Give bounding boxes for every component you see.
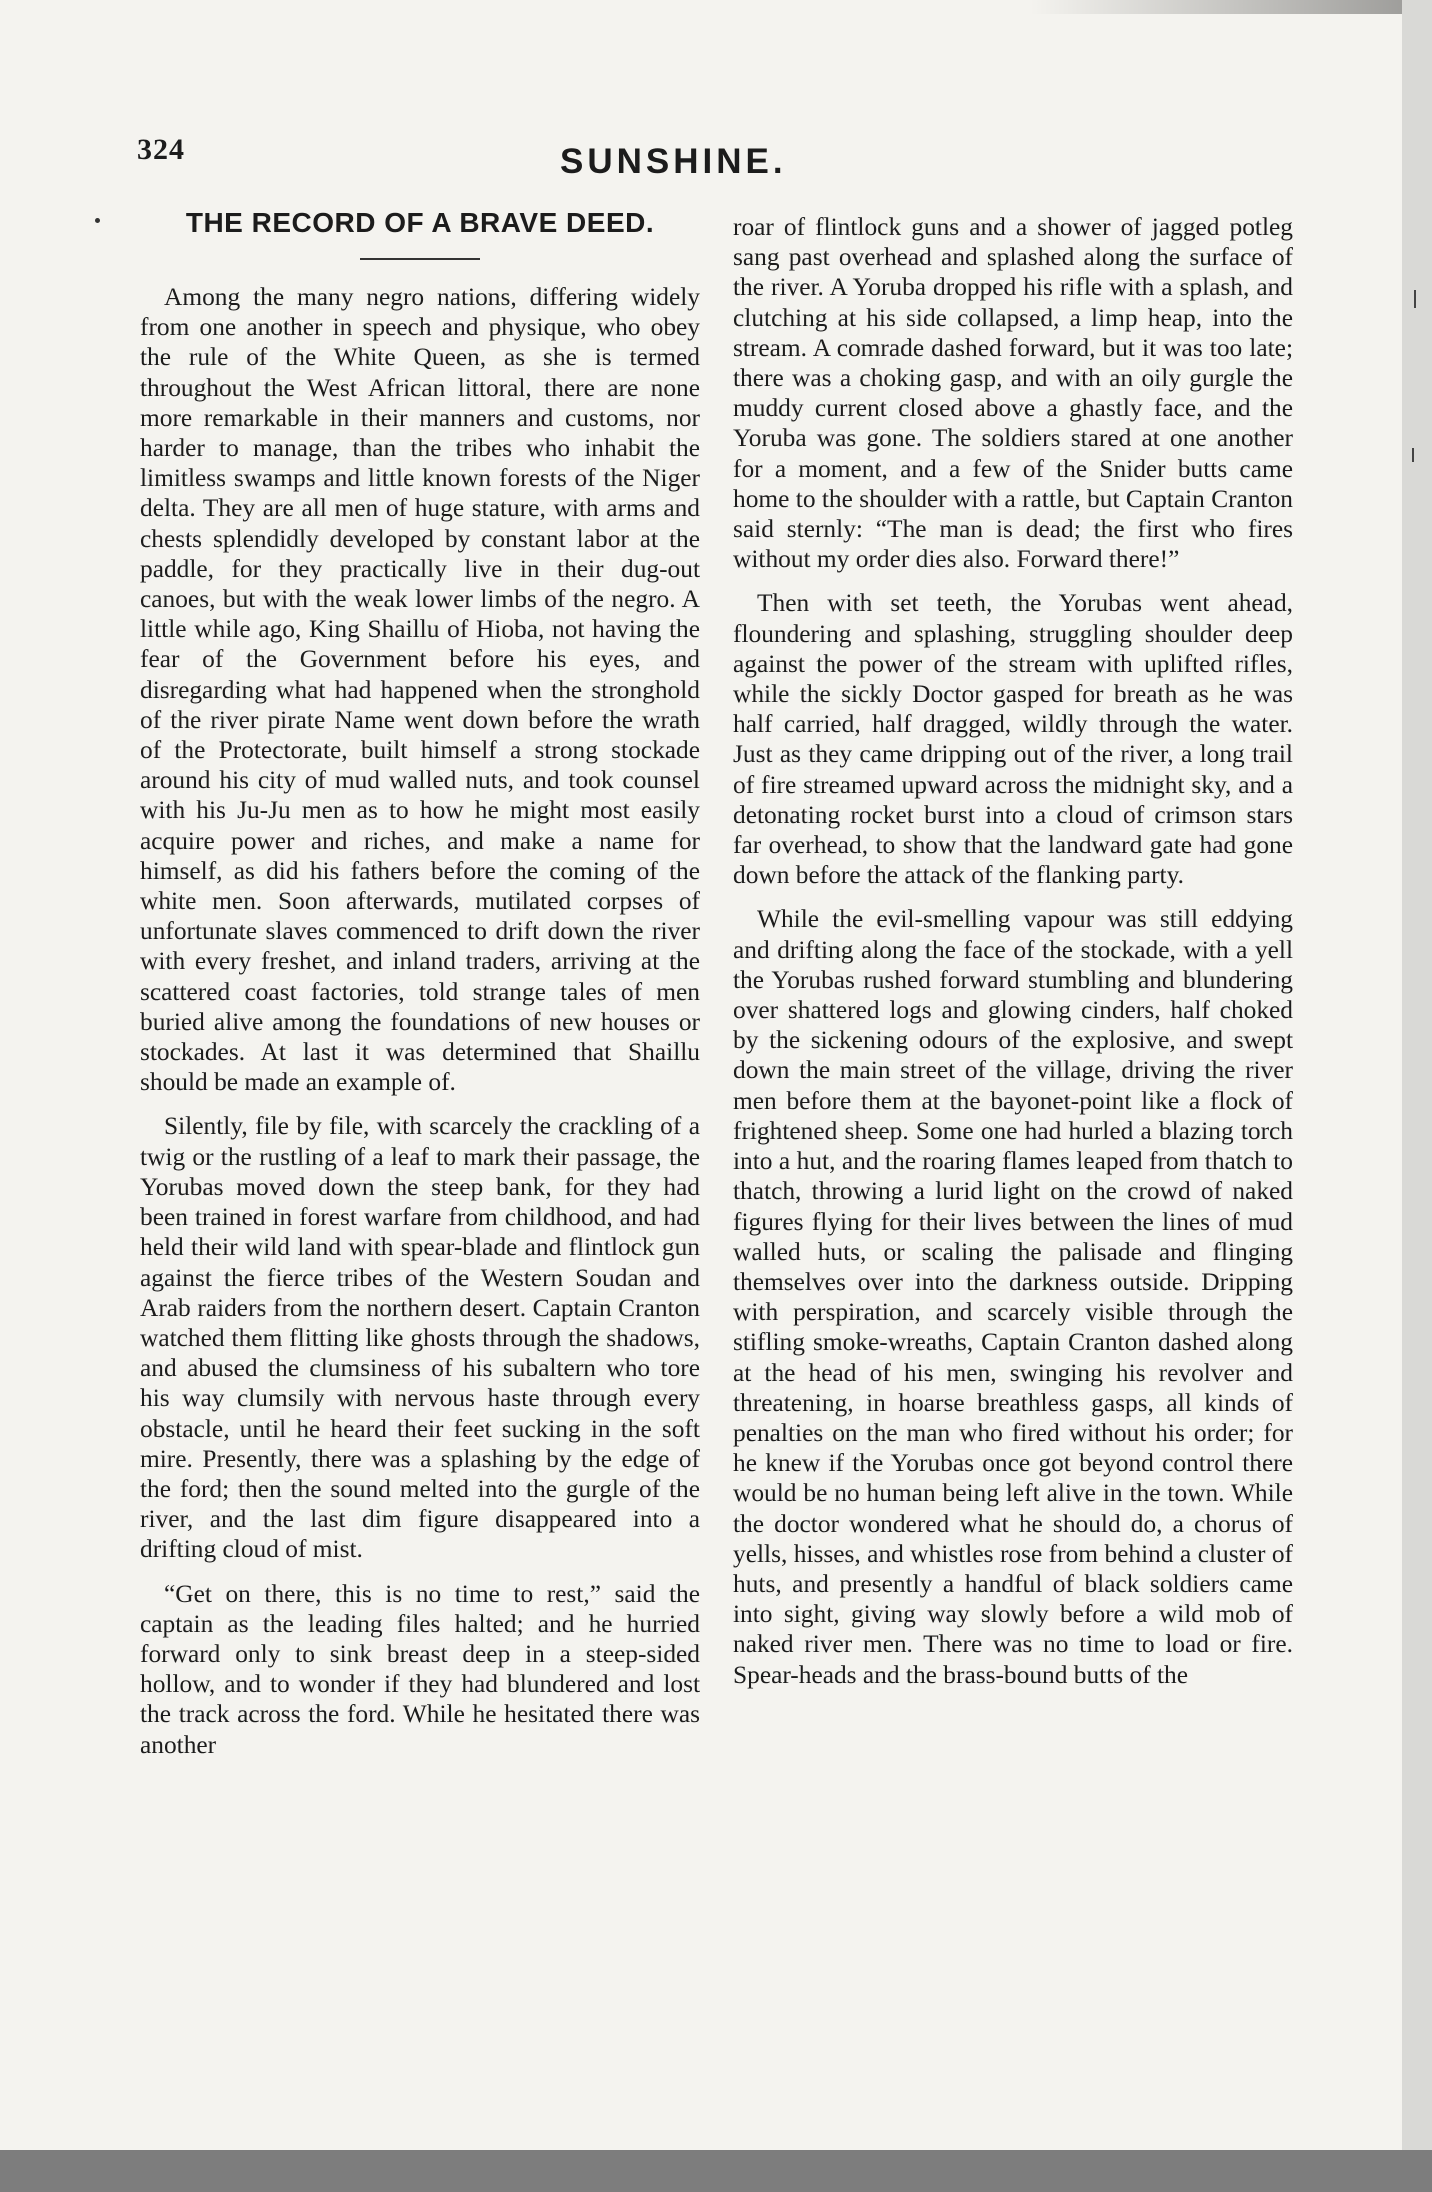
margin-mark <box>1412 448 1414 462</box>
page-edge <box>1402 0 1432 2192</box>
article-title: THE RECORD OF A BRAVE DEED. <box>185 207 655 238</box>
paragraph: While the evil-smelling vapour was still eddying and drifting along the face of the stockade, with a yell the Yorubas rushed forward stumbling and blundering over shattered logs and glowing cinders, half choked by the sickening odours of the explosive, and swept down the main street of the village, driving the river men before them at the bayonet-point like a flock of frightened sheep. Some one had hurled a blazing torch into a hut, and the roaring flames leaped from thatch to thatch, throwing a lurid light on the crowd of naked figures flying for their lives between the lines of mud walled huts, or scaling the palisade and flinging themselves over into the darkness outside. Dripping with perspiration, and scarcely visible through the stifling smoke-wreaths, Captain Cranton dashed along at the head of his men, swinging his revolver and threatening, in hoarse breathless gasps, all kinds of penalties on the man who fired without his order; for he knew if the Yorubas once got beyond control there would be no human being left alive in the town. While the doctor wondered what he should do, a chorus of yells, hisses, and whistles rose from behind a cluster of huts, and presently a handful of black soldiers came into sight, giving way slowly before a wild mob of naked river men. There was no time to load or fire. Spear-heads and the brass-bound butts of the <box>733 905 1293 1689</box>
title-rule <box>360 258 480 260</box>
paragraph: Among the many negro nations, differing widely from one another in speech and physique, who obey the rule of the White Queen, as she is termed throughout the West African littoral, there are none more remarkable in their manners and customs, nor harder to manage, than the tribes who inhabit the limitless swamps and little known forests of the Niger delta. They are all men of huge stature, with arms and chests splendidly developed by constant labor at the paddle, for they practically live in their dug-out canoes, but with the weak lower limbs of the negro. A little while ago, King Shaillu of Hioba, not having the fear of the Government before his eyes, and disregarding what had happened when the stronghold of the river pirate Name went down before the wrath of the Protectorate, built himself a strong stockade around his city of mud walled nuts, and took counsel with his Ju-Ju men as to how he might most easily acquire power and riches, and make a name for himself, as did his fathers before the coming of the white men. Soon afterwards, mutilated corpses of unfortunate slaves commenced to drift down the river with every freshet, and inland traders, arriving at the scattered coast factories, told strange tales of men buried alive among the foundations of new houses or stockades. At last it was determined that Shaillu should be made an example of. <box>140 283 700 1097</box>
scan-border <box>0 2150 1432 2192</box>
paragraph: roar of flintlock guns and a shower of jagged potleg sang past overhead and splashed along the surface of the river. A Yoruba dropped his rifle with a splash, and clutching at his side collapsed, a limp heap, into the stream. A comrade dashed forward, but it was too late; there was a choking gasp, and with an oily gurgle the muddy current closed above a ghastly face, and the Yoruba was gone. The soldiers stared at one another for a moment, and a few of the Snider butts came home to the shoulder with a rattle, but Captain Cranton said sternly: “The man is dead; the first who fires without my order dies also. Forward there!” <box>733 213 1293 574</box>
running-head: SUNSHINE. <box>560 142 787 181</box>
page-number: 324 <box>137 133 185 166</box>
margin-dot <box>95 218 100 223</box>
margin-mark <box>1414 290 1416 308</box>
left-column <box>140 206 700 1774</box>
paragraph: Then with set teeth, the Yorubas went ahead, floundering and splashing, struggling shoulder deep against the power of the stream with uplifted rifles, while the sickly Doctor gasped for breath as he was half carried, half dragged, wildly through the water. Just as they came dripping out of the river, a long trail of fire streamed upward across the midnight sky, and a detonating rocket burst into a cloud of crimson stars far overhead, to show that the landward gate had gone down before the attack of the flanking party. <box>733 589 1293 890</box>
paragraph: Silently, file by file, with scarcely the crackling of a twig or the rustling of a leaf to mark their passage, the Yorubas moved down the steep bank, for they had been trained in forest warfare from childhood, and had held their wild land with spear-blade and flintlock gun against the fierce tribes of the Western Soudan and Arab raiders from the northern desert. Captain Cranton watched them flitting like ghosts through the shadows, and abused the clumsiness of his subaltern who tore his way clumsily with nervous haste through every obstacle, until he heard their feet sucking in the soft mire. Presently, there was a splashing by the edge of the ford; then the sound melted into the gurgle of the river, and the last dim figure disappeared into a drifting cloud of mist. <box>140 1112 700 1564</box>
paragraph: “Get on there, this is no time to rest,” said the captain as the leading files halted; and he hurried forward only to sink breast deep in a steep-sided hollow, and to wonder if they had blundered and lost the track across the ford. While he hesitated there was another <box>140 1579 700 1759</box>
right-column <box>733 212 1293 1704</box>
scan-shadow <box>1030 0 1402 14</box>
